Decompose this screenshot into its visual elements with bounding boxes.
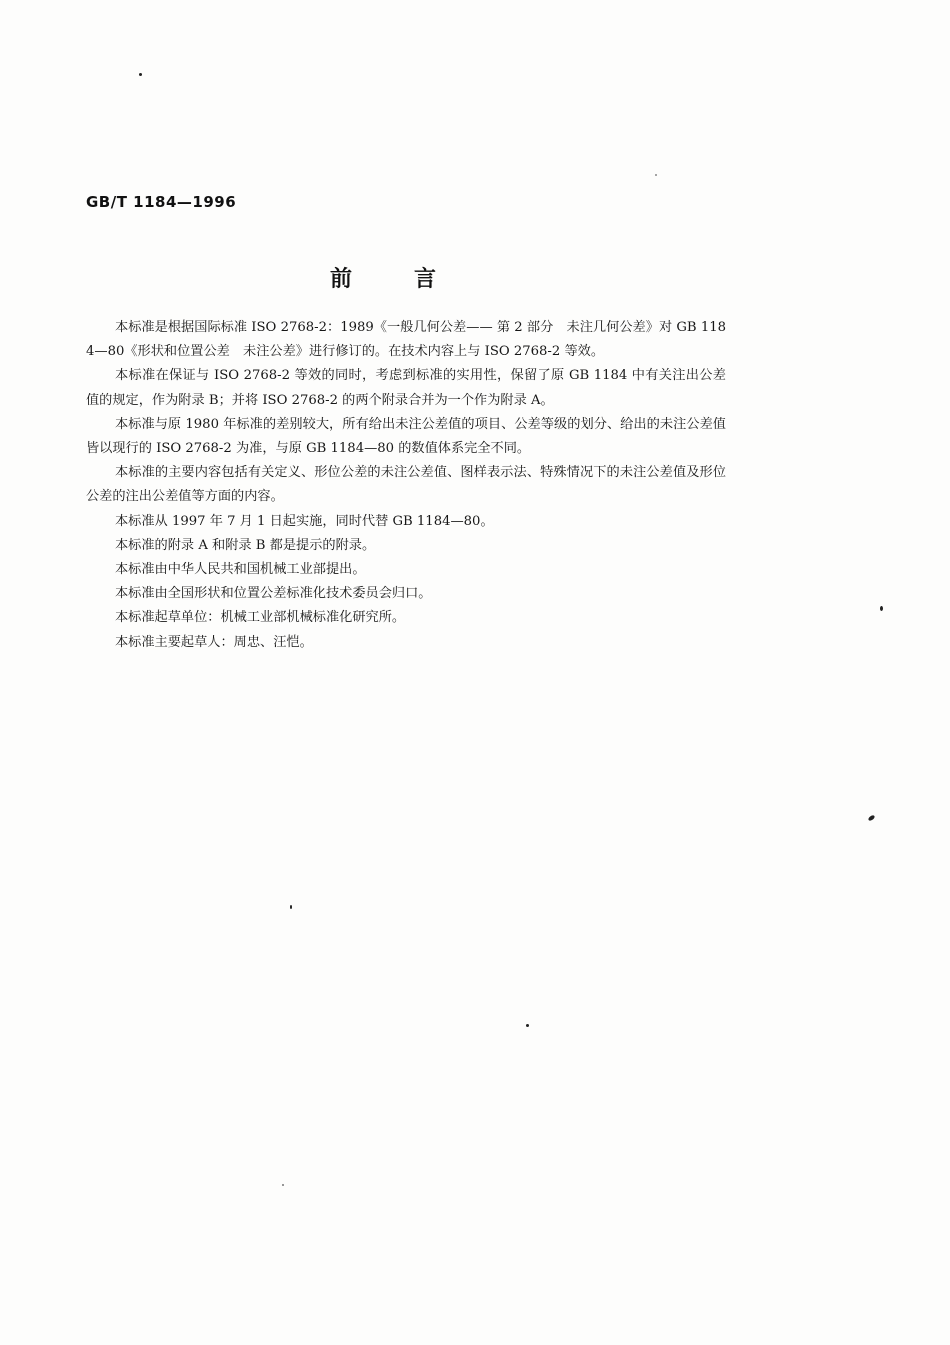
foreword-paragraph-4: 本标准的主要内容包括有关定义、形位公差的未注公差值、图样表示法、特殊情况下的未注公差值及形位公差的注出公差值等方面的内容。 [86, 465, 726, 505]
foreword-paragraph-6: 本标准的附录 A 和附录 B 都是提示的附录。 [115, 537, 376, 553]
scan-speck [290, 905, 292, 909]
foreword-paragraph-7: 本标准由中华人民共和国机械工业部提出。 [115, 562, 366, 578]
foreword-body [86, 316, 726, 655]
standard-number: GB/T 1184—1996 [86, 193, 237, 211]
foreword-paragraph-1: 本标准是根据国际标准 ISO 2768-2：1989《一般几何公差—— 第 2 部分 未注几何公差》对 GB 1184—80《形状和位置公差 未注公差》进行修订的。在技术内容上与 ISO 2768-2 等效。 [86, 320, 726, 360]
scan-speck [282, 1184, 284, 1186]
foreword-paragraph-8: 本标准由全国形状和位置公差标准化技术委员会归口。 [115, 586, 432, 602]
scan-speck [655, 174, 657, 176]
foreword-paragraph-2: 本标准在保证与 ISO 2768-2 等效的同时，考虑到标准的实用性，保留了原 GB 1184 中有关注出公差值的规定，作为附录 B；并将 ISO 2768-2 的两个附录合并为一个作为附录 A。 [86, 368, 726, 408]
foreword-paragraph-3: 本标准与原 1980 年标准的差别较大，所有给出未注公差值的项目、公差等级的划分、给出的未注公差值皆以现行的 ISO 2768-2 为准，与原 GB 1184—80 的数值体系完全不同。 [86, 416, 726, 457]
scan-speck [139, 73, 142, 76]
scan-speck [526, 1024, 529, 1027]
foreword-paragraph-9: 本标准起草单位：机械工业部机械标准化研究所。 [115, 610, 406, 626]
foreword-paragraph-5: 本标准从 1997 年 7 月 1 日起实施，同时代替 GB 1184—80。 [115, 513, 494, 529]
foreword-paragraph-10: 本标准主要起草人：周忠、汪恺。 [115, 634, 313, 650]
scan-speck [867, 814, 875, 821]
scan-speck [880, 606, 883, 611]
page-title: 前言 [330, 267, 499, 292]
